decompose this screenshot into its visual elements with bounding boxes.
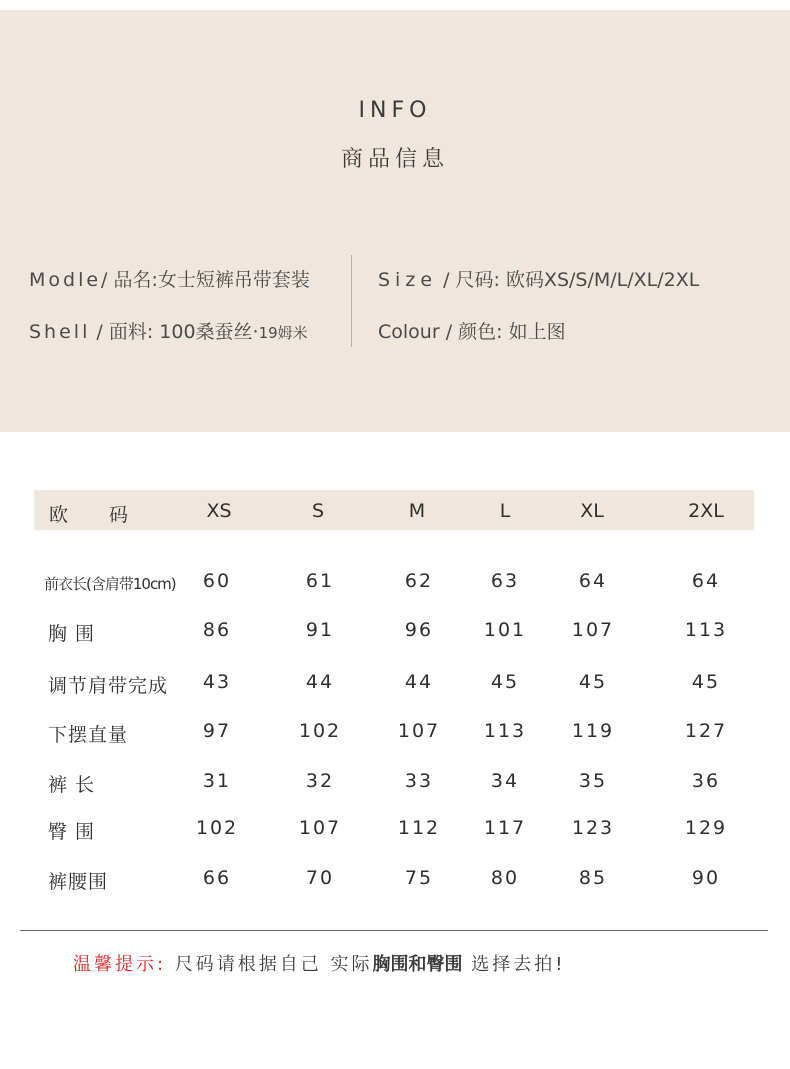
row-value: 86 <box>202 619 232 641</box>
spec-colour-value: / 颜色: 如上图 <box>445 321 566 343</box>
row-value: 45 <box>490 671 520 693</box>
row-value: 75 <box>404 867 434 889</box>
spec-shell <box>29 317 308 344</box>
row-value: 62 <box>404 570 434 592</box>
row-value: 45 <box>691 671 721 693</box>
row-value: 102 <box>195 817 239 839</box>
row-value: 113 <box>684 619 728 641</box>
row-value: 45 <box>578 671 608 693</box>
row-value: 113 <box>483 720 527 742</box>
row-value: 107 <box>571 619 615 641</box>
header-size-xs: XS <box>206 500 232 522</box>
row-value: 44 <box>404 671 434 693</box>
row-value: 90 <box>691 867 721 889</box>
row-label: 前衣长(含肩带10cm) <box>44 575 176 593</box>
header-label-b: 码 <box>109 504 129 526</box>
row-value: 64 <box>578 570 608 592</box>
row-value: 117 <box>483 817 527 839</box>
size-table-header <box>34 490 754 530</box>
spec-colour-key: Colour <box>378 321 440 343</box>
spec-model-key: Modle <box>29 269 102 291</box>
spec-size-key: Size <box>378 269 438 291</box>
row-value: 60 <box>202 570 232 592</box>
row-value: 112 <box>397 817 441 839</box>
row-value: 119 <box>571 720 615 742</box>
row-label: 裤腰围 <box>48 871 109 893</box>
row-label: 调节肩带完成 <box>48 675 169 697</box>
header-size-s: S <box>311 500 325 522</box>
info-subtitle: 商品信息 <box>340 147 449 172</box>
row-value: 85 <box>578 867 608 889</box>
spec-divider <box>351 255 352 347</box>
row-value: 33 <box>404 770 434 792</box>
row-label: 胸 围 <box>48 623 96 645</box>
tip-text-bold: 胸围和臀围 <box>372 954 463 975</box>
row-value: 107 <box>298 817 342 839</box>
header-size-2xl: 2XL <box>688 500 724 522</box>
row-label: 臀 围 <box>48 821 96 843</box>
spec-colour <box>378 317 566 344</box>
row-value: 34 <box>490 770 520 792</box>
row-value: 123 <box>571 817 615 839</box>
spec-size <box>378 265 699 292</box>
row-value: 102 <box>298 720 342 742</box>
bottom-divider <box>20 930 768 931</box>
row-label: 裤 长 <box>48 774 96 796</box>
spec-model-value: / 品名:女士短裤吊带套装 <box>101 269 310 291</box>
spec-shell-value: / 面料: 100桑蚕丝· <box>96 321 259 343</box>
row-value: 101 <box>483 619 527 641</box>
header-size-l: L <box>499 500 511 522</box>
row-value: 97 <box>202 720 232 742</box>
row-value: 129 <box>684 817 728 839</box>
info-title: INFO <box>358 98 432 123</box>
tip-text-b: 选择去拍! <box>462 954 566 975</box>
row-label: 下摆直量 <box>48 724 129 746</box>
row-value: 44 <box>305 671 335 693</box>
row-value: 61 <box>305 570 335 592</box>
spec-model <box>29 265 310 292</box>
row-value: 64 <box>691 570 721 592</box>
row-value: 96 <box>404 619 434 641</box>
row-value: 107 <box>397 720 441 742</box>
header-label-a: 欧 <box>49 504 69 526</box>
row-value: 32 <box>305 770 335 792</box>
spec-shell-weight: 19姆米 <box>258 324 308 342</box>
row-value: 80 <box>490 867 520 889</box>
row-value: 127 <box>684 720 728 742</box>
row-value: 36 <box>691 770 721 792</box>
row-value: 63 <box>490 570 520 592</box>
row-value: 91 <box>305 619 335 641</box>
spec-shell-key: Shell <box>29 321 91 343</box>
header-size-m: M <box>408 500 426 522</box>
spec-size-value: / 尺码: 欧码XS/S/M/L/XL/2XL <box>443 269 700 291</box>
tip-prefix: 温馨提示: <box>73 954 167 975</box>
header-size-xl: XL <box>580 500 604 522</box>
row-value: 66 <box>202 867 232 889</box>
info-panel <box>0 10 790 432</box>
row-value: 43 <box>202 671 232 693</box>
tip-text-a: 尺码请根据自己 实际 <box>174 954 373 975</box>
row-value: 35 <box>578 770 608 792</box>
row-value: 31 <box>202 770 232 792</box>
tip-note <box>73 950 565 976</box>
row-value: 70 <box>305 867 335 889</box>
